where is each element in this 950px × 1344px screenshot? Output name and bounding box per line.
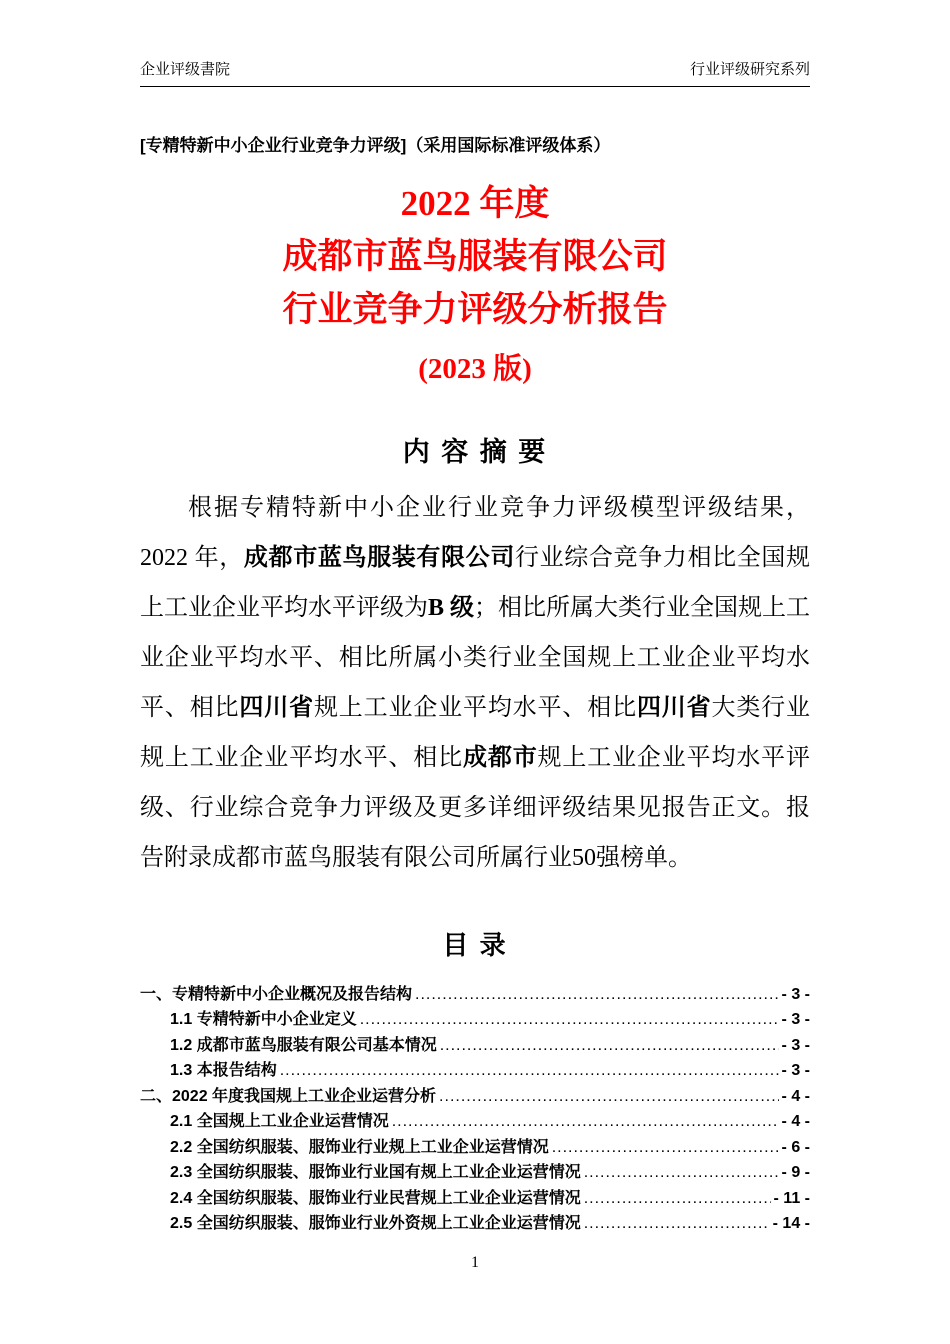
toc-item-page: - 3 - [781, 1062, 810, 1079]
toc-item-page: - 4 - [781, 1087, 810, 1105]
report-year-title: 2022 年度 [400, 184, 550, 223]
toc-heading: 目 录 [442, 929, 508, 960]
toc-leader-dots [439, 1084, 779, 1110]
summary-segment-grade-bold: B 级 [428, 594, 475, 621]
toc-item-label: 1.2 成都市蓝鸟服装有限公司基本情况 [170, 1036, 437, 1054]
summary-segment: 大类行业规上工业企业平均水平、相比 [140, 694, 811, 771]
summary-segment-province-bold: 四川省 [239, 694, 314, 721]
toc-leader-dots [584, 1186, 771, 1212]
toc-item-label: 2.5 全国纺织服装、服饰业行业外资规上工业企业运营情况 [170, 1215, 581, 1232]
toc-leader-dots [584, 1211, 770, 1237]
toc-item[interactable] [140, 1109, 810, 1135]
rating-system-note: [专精特新中小企业行业竞争力评级]（采用国际标准评级体系） [140, 136, 611, 155]
toc-item[interactable] [140, 1160, 810, 1186]
table-of-contents [140, 982, 810, 1237]
toc-item-page: - 6 - [781, 1138, 810, 1156]
summary-segment-company-bold: 成都市蓝鸟服装有限公司 [243, 544, 515, 571]
company-name-title: 成都市蓝鸟服装有限公司 [282, 236, 668, 276]
toc-item-page: - 3 - [781, 1036, 810, 1054]
toc-item-page: - 9 - [781, 1164, 810, 1181]
toc-leader-dots [280, 1058, 779, 1084]
report-version-title: (2023 版) [418, 353, 532, 386]
toc-item[interactable] [140, 1084, 810, 1110]
toc-leader-dots [392, 1109, 779, 1135]
summary-segment: 行业综合竞争力相比全国规上工业企业平均水平评级为 [140, 544, 811, 621]
toc-item-label: 2.2 全国纺织服装、服饰业行业规上工业企业运营情况 [170, 1138, 549, 1156]
toc-item-label: 2.3 全国纺织服装、服饰业行业国有规上工业企业运营情况 [170, 1164, 581, 1181]
toc-item[interactable] [140, 1135, 810, 1161]
summary-segment: 规上工业企业平均水平评级、行业综合竞争力评级及更多详细评级结果见报告正文。报告附录成都市蓝鸟服装有限公司所属行业50强榜单。 [140, 744, 811, 871]
page-footer [0, 1254, 950, 1272]
toc-item-label: 一、专精特新中小企业概况及报告结构 [140, 985, 413, 1003]
toc-item-page: - 4 - [781, 1113, 810, 1130]
toc-item-label: 1.3 本报告结构 [170, 1062, 277, 1079]
toc-item[interactable] [140, 1186, 810, 1212]
summary-segment: 规上工业企业平均水平、相比 [313, 694, 637, 721]
toc-item-page: - 11 - [773, 1189, 810, 1207]
summary-segment: ；相比所属大类行业全国规上工业企业平均水平、相比所属小类行业全国规上工业企业平均水平、相比 [140, 594, 811, 721]
summary-segment: 根据专精特新中小企业行业竞争力评级模型评级结果，2022 年， [140, 494, 810, 571]
toc-item[interactable] [140, 1033, 810, 1059]
toc-leader-dots [440, 1033, 779, 1059]
toc-item-page: - 3 - [781, 1011, 810, 1028]
toc-item-page: - 14 - [772, 1215, 810, 1232]
report-type-title: 行业竞争力评级分析报告 [282, 289, 668, 329]
toc-item-label: 2.1 全国规上工业企业运营情况 [170, 1113, 389, 1130]
toc-item-label: 二、2022 年度我国规上工业企业运营分析 [140, 1087, 437, 1105]
summary-segment-city-bold: 成都市 [463, 744, 538, 771]
header-right-text: 行业评级研究系列 [689, 62, 810, 78]
header-left-text: 企业评级書院 [140, 62, 231, 78]
toc-leader-dots [584, 1160, 779, 1186]
toc-item[interactable] [140, 1211, 810, 1237]
summary-heading: 内 容 摘 要 [402, 436, 548, 467]
toc-item[interactable] [140, 1007, 810, 1033]
toc-item-label: 2.4 全国纺织服装、服饰业行业民营规上工业企业运营情况 [170, 1189, 581, 1207]
page-header [140, 58, 810, 87]
cover-titles [140, 182, 810, 388]
toc-item-label: 1.1 专精特新中小企业定义 [170, 1011, 357, 1028]
page-number: 1 [471, 1254, 479, 1271]
summary-segment-province-bold: 四川省 [636, 694, 712, 721]
toc-leader-dots [415, 982, 779, 1008]
toc-leader-dots [552, 1135, 779, 1161]
toc-leader-dots [360, 1007, 779, 1033]
toc-item[interactable] [140, 1058, 810, 1084]
toc-item[interactable] [140, 982, 810, 1008]
toc-item-page: - 3 - [781, 985, 810, 1003]
summary-paragraph [140, 483, 810, 883]
